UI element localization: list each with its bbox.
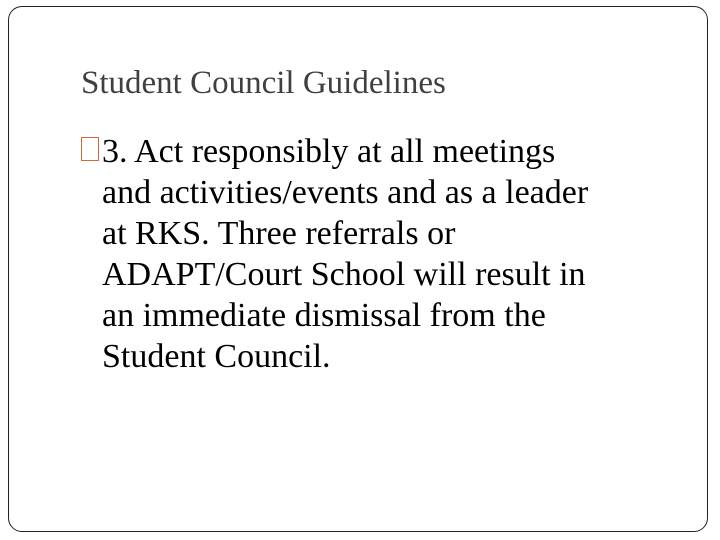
bullet-text-line: at RKS. Three referrals or — [102, 215, 456, 252]
slide — [8, 6, 708, 532]
box-bullet-icon — [81, 137, 99, 161]
bullet-text-line: ADAPT/Court School will result in — [102, 256, 586, 293]
bullet-text — [102, 131, 681, 377]
bullet-text-line: and activities/events and as a leader — [102, 174, 589, 211]
bullet-item — [81, 131, 681, 377]
bullet-text-line: 3. Act responsibly at all meetings — [102, 133, 556, 170]
slide-title: Student Council Guidelines — [81, 65, 446, 101]
bullet-text-line: an immediate dismissal from the — [102, 297, 546, 334]
bullet-text-line: Student Council. — [102, 338, 331, 375]
